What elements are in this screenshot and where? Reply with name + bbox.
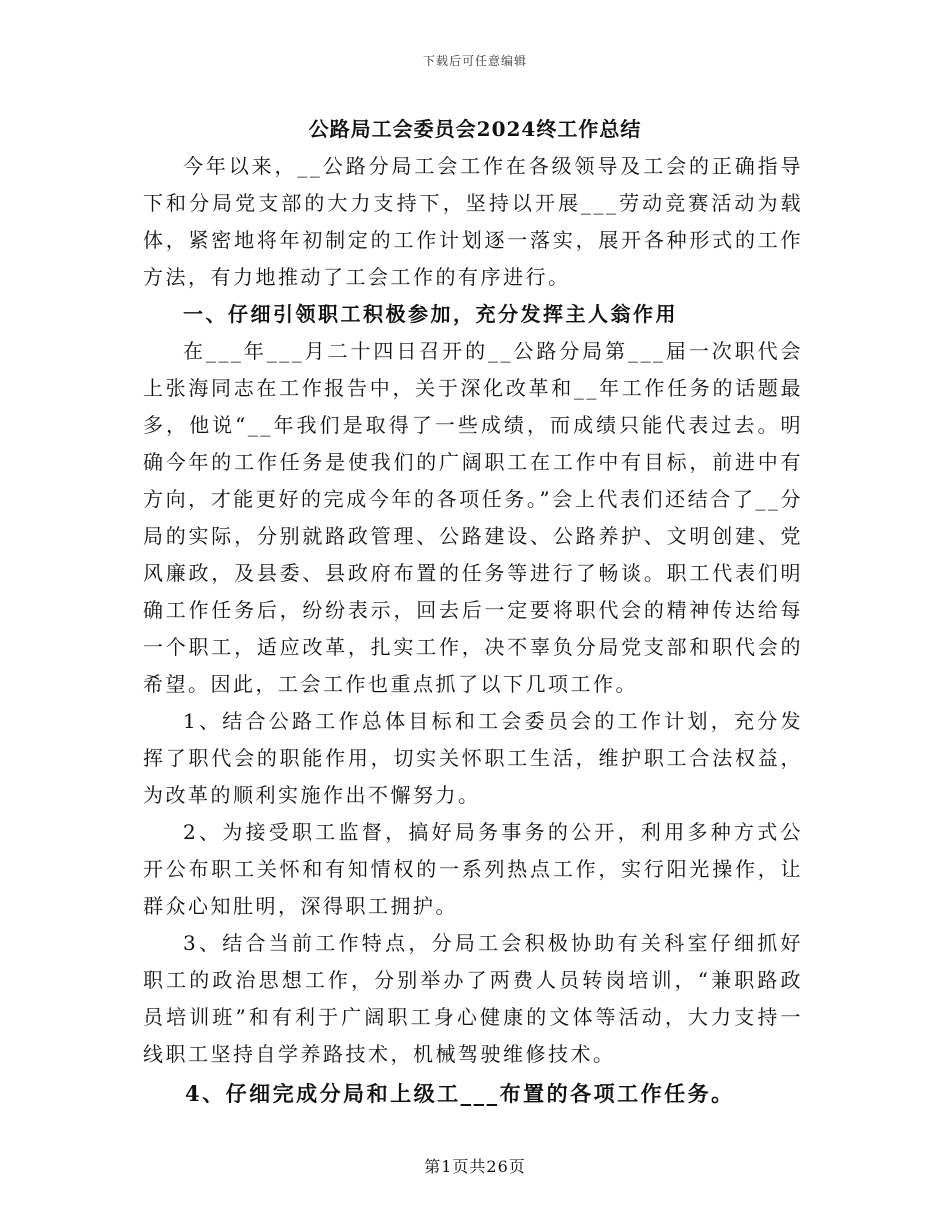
list-item-3: 3、结合当前工作特点，分局工会积极协助有关科室仔细抓好职工的政治思想工作，分别举办了两费人员转岗培训，“兼职路政员培训班”和有利于广阔职工身心健康的文体等活动，大力支持一线职工坚持自学养路技术，机械驾驶维修技术。 (143, 931, 803, 1066)
list-item-4-heading: 4、仔细完成分局和上级工___布置的各项工作任务。 (185, 1081, 735, 1106)
list-item-2: 2、为接受职工监督，搞好局务事务的公开，利用多种方式公开公布职工关怀和有知情权的一系列热点工作，实行阳光操作，让群众心知肚明，深得职工拥护。 (143, 820, 803, 918)
document-body (143, 148, 803, 1112)
list-item-1: 1、结合公路工作总体目标和工会委员会的工作计划，充分发挥了职代会的职能作用，切实关怀职工生活，维护职工合法权益，为改革的顺利实施作出不懈努力。 (143, 709, 803, 807)
document-title: 公路局工会委员会2024终工作总结 (308, 117, 642, 141)
intro-paragraph: 今年以来，__公路分局工会工作在各级领导及工会的正确指导下和分局党支部的大力支持下，坚持以开展___劳动竞赛活动为载体，紧密地将年初制定的工作计划逐一落实，展开各种形式的工作方法，有力地推动了工会工作的有序进行。 (143, 154, 803, 289)
body-paragraph: 在___年___月二十四日召开的__公路分局第___届一次职代会上张海同志在工作报告中，关于深化改革和__年工作任务的话题最多，他说“__年我们是取得了一些成绩，而成绩只能代表过去。明确今年的工作任务是使我们的广阔职工在工作中有目标，前进中有方向，才能更好的完成今年的各项任务。”会上代表们还结合了__分局的实际，分别就路政管理、公路建设、公路养护、文明创建、党风廉政，及县委、县政府布置的任务等进行了畅谈。职工代表们明确工作任务后，纷纷表示，回去后一定要将职代会的精神传达给每一个职工，适应改革，扎实工作，决不辜负分局党支部和职代会的希望。因此，工会工作也重点抓了以下几项工作。 (143, 339, 803, 696)
header-note: 下载后可任意编辑 (422, 54, 527, 68)
section-heading-1: 一、仔细引领职工积极参加，充分发挥主人翁作用 (183, 302, 678, 326)
page-number: 第1页共26页 (424, 1157, 526, 1176)
